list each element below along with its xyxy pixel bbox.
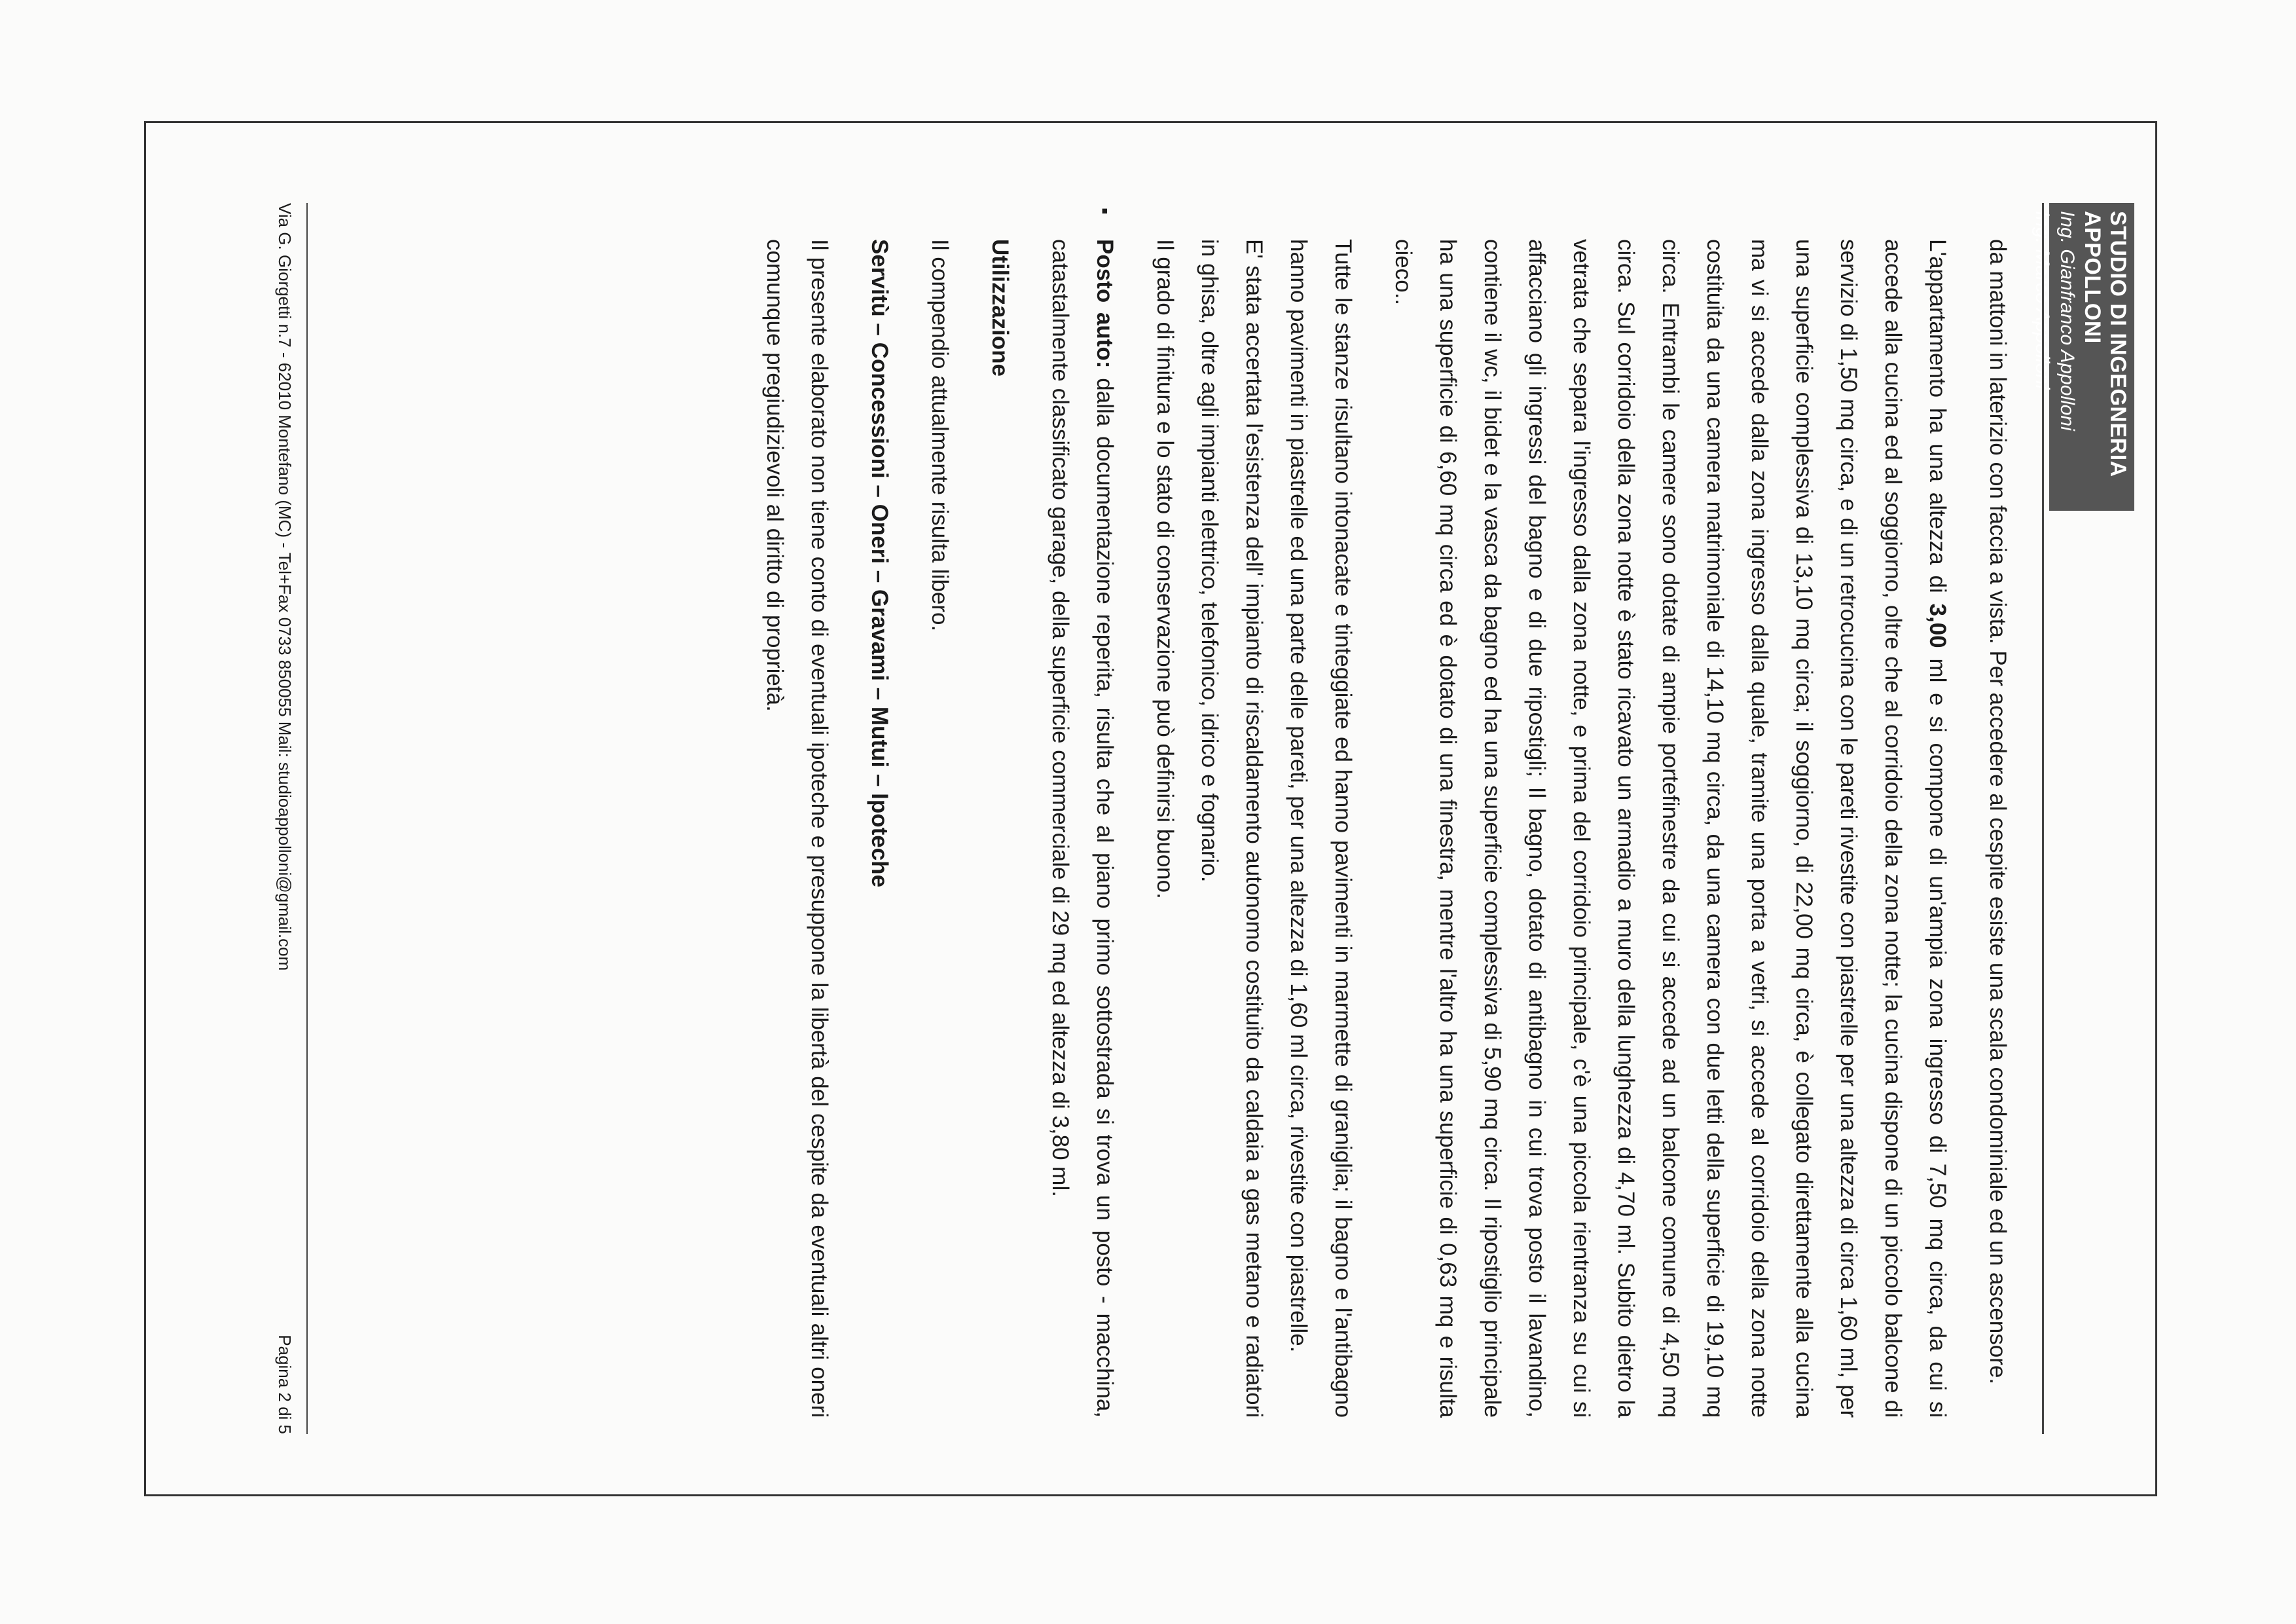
- firm-name: STUDIO DI INGEGNERIA APPOLLONI: [2080, 211, 2130, 477]
- paragraph-utilization: Il compendio attualmente risulta libero.: [927, 239, 953, 632]
- footer-address: Via G. Giorgetti n.7 - 62010 Montefano (MC) - Tel+Fax 0733 850055 Mail: studioappolloni@gmail.com: [275, 203, 295, 971]
- paragraph-apartment-start: L'appartamento ha una altezza di: [1925, 239, 1950, 604]
- paragraph-apartment-rest: ml e si compone di un'ampia zona ingresso di 7,50 mq circa, da cui si accede alla cucina ed al soggiorno, oltre che al corridoio della zona notte; la cucina dispone di un piccolo balcone di servizio di 1,50 mq circa, e di un retrocucina con le pareti rivestite con piastrelle per una altezza di circa 1,60 ml, per una superficie complessiva di 13,10 mq circa; il soggiorno, di 22,00 mq circa, è collegato direttamente alla cucina ma vi si accede dalla zona ingresso dalla quale, tramite una porta a vetri, si accede al corridoio della zona notte costituita da una camera matrimoniale di 14,10 mq circa, da una camera con due letti della superficie di 19,10 mq circa. Entrambi le camere sono dotate di ampie portefinestre da cui si accede ad un balcone comune di 4,50 mq circa. Sul corridoio della zona notte è stato ricavato un armadio a muro della lunghezza di 4,70 ml. Subito dietro la vetrata che separa l'ingresso dalla zona notte, e prima del corridoio principale, c'è una piccola rientranza su cui si affacciano gli ingressi del bagno e di due ripostigli; Il bagno, dotato di antibagno in cui trova posto il lavandino, contiene il wc, il bidet e la vasca da bagno ed ha una superficie complessiva di 5,90 mq circa. Il ripostiglio principale ha una superficie di 6,60 mq circa ed è dotato di una finestra, mentre l'altro ha una superficie di 0,63 mq e risulta cieco..: [1391, 239, 1950, 1418]
- page-number: Pagina 2 di 5: [275, 1335, 295, 1434]
- parking-label: Posto auto:: [1092, 239, 1118, 369]
- heading-servitudes: Servitù – Concessioni – Oneri – Gravami – Mutui – Ipoteche: [867, 239, 892, 888]
- engineer-name-2: Ing. Marco Appolloni: [2032, 211, 2053, 390]
- header-divider: [2042, 203, 2044, 1434]
- paragraph-systems: E' stata accertata l'esistenza dell' impianto di riscaldamento autonomo costituito da caldaia a gas metano e radiatori in ghisa, oltre agli impianti elettrico, telefonico, idrico e fognario.: [1197, 239, 1267, 1418]
- paragraph-facade: da mattoni in laterizio con faccia a vista. Per accedere al cespite esiste una scala condominiale ed un ascensore.: [1985, 239, 2011, 1385]
- document-body: [737, 208, 2020, 1418]
- apartment-height: 3,00: [1925, 603, 1950, 648]
- engineer-name-1: Ing. Gianfranco Appolloni: [2056, 211, 2078, 431]
- paragraph-condition: Il grado di finitura e lo stato di conservazione può definirsi buono.: [1152, 239, 1178, 899]
- paragraph-servitudes: Il presente elaborato non tiene conto di eventuali ipoteche e presuppone la libertà del cespite da eventuali altri oneri comunque pregiudizievoli al diritto di proprietà.: [762, 239, 832, 1418]
- footer-divider: [306, 203, 308, 1434]
- parking-text: dalla documentazione reperita, risulta che al piano primo sottostrada si trova un posto - macchina, catastalmente classificato garage, della superficie commerciale di 29 mq ed altezza di 3,80 ml.: [1048, 239, 1118, 1418]
- document-page: [203, 203, 2134, 1447]
- heading-utilization: Utilizzazione: [987, 239, 1013, 377]
- bullet-icon: ▪: [1094, 208, 1116, 215]
- letterhead: [2032, 203, 2134, 511]
- paragraph-apartment: [1381, 239, 1959, 1418]
- paragraph-finishes: Tutte le stanze risultano intonacate e tinteggiate ed hanno pavimenti in marmette di graniglia; il bagno e l'antibagno hanno pavimenti in piastrelle ed una parte delle pareti, per una altezza di 1,60 ml circa, rivestite con piastrelle.: [1286, 239, 1356, 1418]
- paragraph-parking: [1038, 208, 1127, 1418]
